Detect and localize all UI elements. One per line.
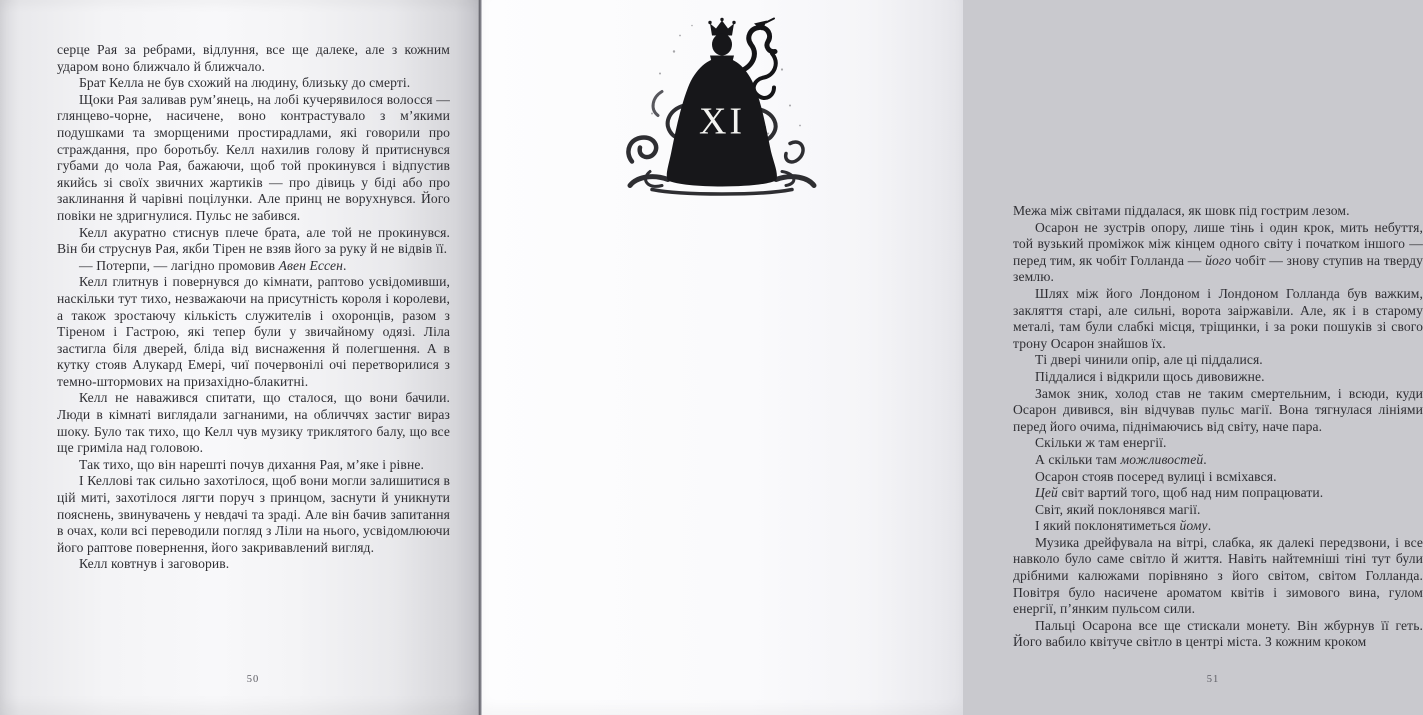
paragraph: серце Рая за ребрами, відлуння, все ще далеке, але з кожним ударом воно ближчало й ближчало. [57,42,450,74]
left-page-text [57,42,450,573]
paragraph: — Потерпи, — лагідно промовив Авен Ессен. [79,257,347,273]
paragraph: Піддалися і відкрили щось дивовижне. [1035,368,1265,384]
left-page [0,0,479,715]
paragraph: Межа між світами піддалася, як шовк під гострим лезом. [1013,203,1350,218]
paragraph: Келл акуратно стиснув плече брата, але той не прокинувся. Він би струснув Рая, якби Тірен не взяв його за руку й не відвів її. [57,224,450,257]
right-page-text [1013,203,1423,651]
page-number-left: 50 [246,674,260,685]
paragraph: А скільки там можливостей. [1035,451,1207,467]
paragraph: Замок зник, холод став не таким смертельним, і всюди, куди Осарон дивився, він відчував пульс магії. Вона тягнулася лініями перед його очима, піднімаючись від світу, наче пара. [1013,385,1423,434]
paragraph: Келл не наважився спитати, що сталося, що вони бачили. Люди в кімнаті виглядали загнаними, на обличчях застиг вираз шоку. Було так тихо, що Келл чув музику триклятого балу, що все ще гриміла над головою. [57,390,450,456]
paragraph: Осарон стояв посеред вулиці і всміхався. [1035,468,1277,484]
paragraph: Так тихо, що він нарешті почув дихання Рая, м’яке і рівне. [79,456,424,472]
paragraph: Світ, який поклонявся магії. [1035,501,1201,517]
chapter-illustration [622,12,822,200]
paragraph: Скільки ж там енергії. [1035,435,1167,451]
page-number-right: 51 [1206,674,1220,685]
paragraph: Брат Келла не був схожий на людину, близьку до смерті. [79,75,411,91]
chapter-numeral: XI [698,100,746,143]
paragraph: І який поклонятиметься йому. [1035,518,1212,534]
paragraph: Келл ковтнув і заговорив. [79,556,230,572]
paragraph: Цей світ вартий того, щоб над ним попрацювати. [1035,485,1324,501]
paragraph: І Келлові так сильно захотілося, щоб вони могли залишитися в цій миті, захотілося лягти поруч з принцом, заснути й уникнути пояснень, звинувачень у невдачі та зраді. Але він бачив запитання в очах, коли всі переводили погляд з Ліли на нього, усвідомлюючи його раптове повернення, його закривавлений вигляд. [57,473,450,555]
paragraph: Музика дрейфувала на вітрі, слабка, як далекі передзвони, і все навколо було саме світло й життя. Навіть найтемніші тіні тут були дрібними калюжами порівняно з його світом, світом Голланда. Повітря було насичене ароматом квітів і зимового вина, гулом енергії, п’янким пульсом сили. [1013,534,1423,617]
paragraph: Пальці Осарона все ще стискали монету. Він жбурнув її геть. Його вабило квітуче світло в центрі міста. З кожним кроком [1013,617,1423,650]
paragraph: Келл глитнув і повернувся до кімнати, раптово усвідомивши, наскільки тут тихо, незважаючи на присутність короля і королеви, а також зростаючу кількість служителів і охоронців, разом з Тіреном і Гастрою, які тепер були у звичайному одязі. Ліла застигла біля дверей, бліда від виснаження й полегшення. А в кутку стояв Алукард Емері, чиї почервонілі очі перетворилися з темно-штормових на призахідно-блакитні. [57,274,450,389]
paragraph: Щоки Рая заливав рум’янець, на лобі кучерявилося волосся — глянцево-чорне, насичене, воно контрастувало з м’якими подушками та зморщеними простирадлами, які говорили про страждання, про боротьбу. Келл нахилив голову й притиснувся губами до чола Рая, бажаючи, щоб той прокинувся і відпустив якийсь зі своїх звичних жартиків — про дівиць у біді або про заклинання й чарівні поцілунки. Але принц не ворухнувся. Його повіки не здригнулися. Пульс не забився. [57,91,450,223]
paragraph: Шлях між його Лондоном і Лондоном Голланда був важким, закляття старі, але сильні, ворота заіржавіли. Але, як і в старому металі, там були слабкі місця, тріщинки, і за роки пошуків зі свого трону Осарон знайшов їх. [1013,285,1423,351]
paragraph: Осарон не зустрів опору, лише тінь і один крок, мить небуття, той вузький проміжок між кінцем одного світу і початком іншого — перед тим, як чобіт Голланда — його чобіт — знову ступив на тверду землю. [1013,219,1423,285]
paragraph: Ті двері чинили опір, але ці піддалися. [1035,352,1263,368]
